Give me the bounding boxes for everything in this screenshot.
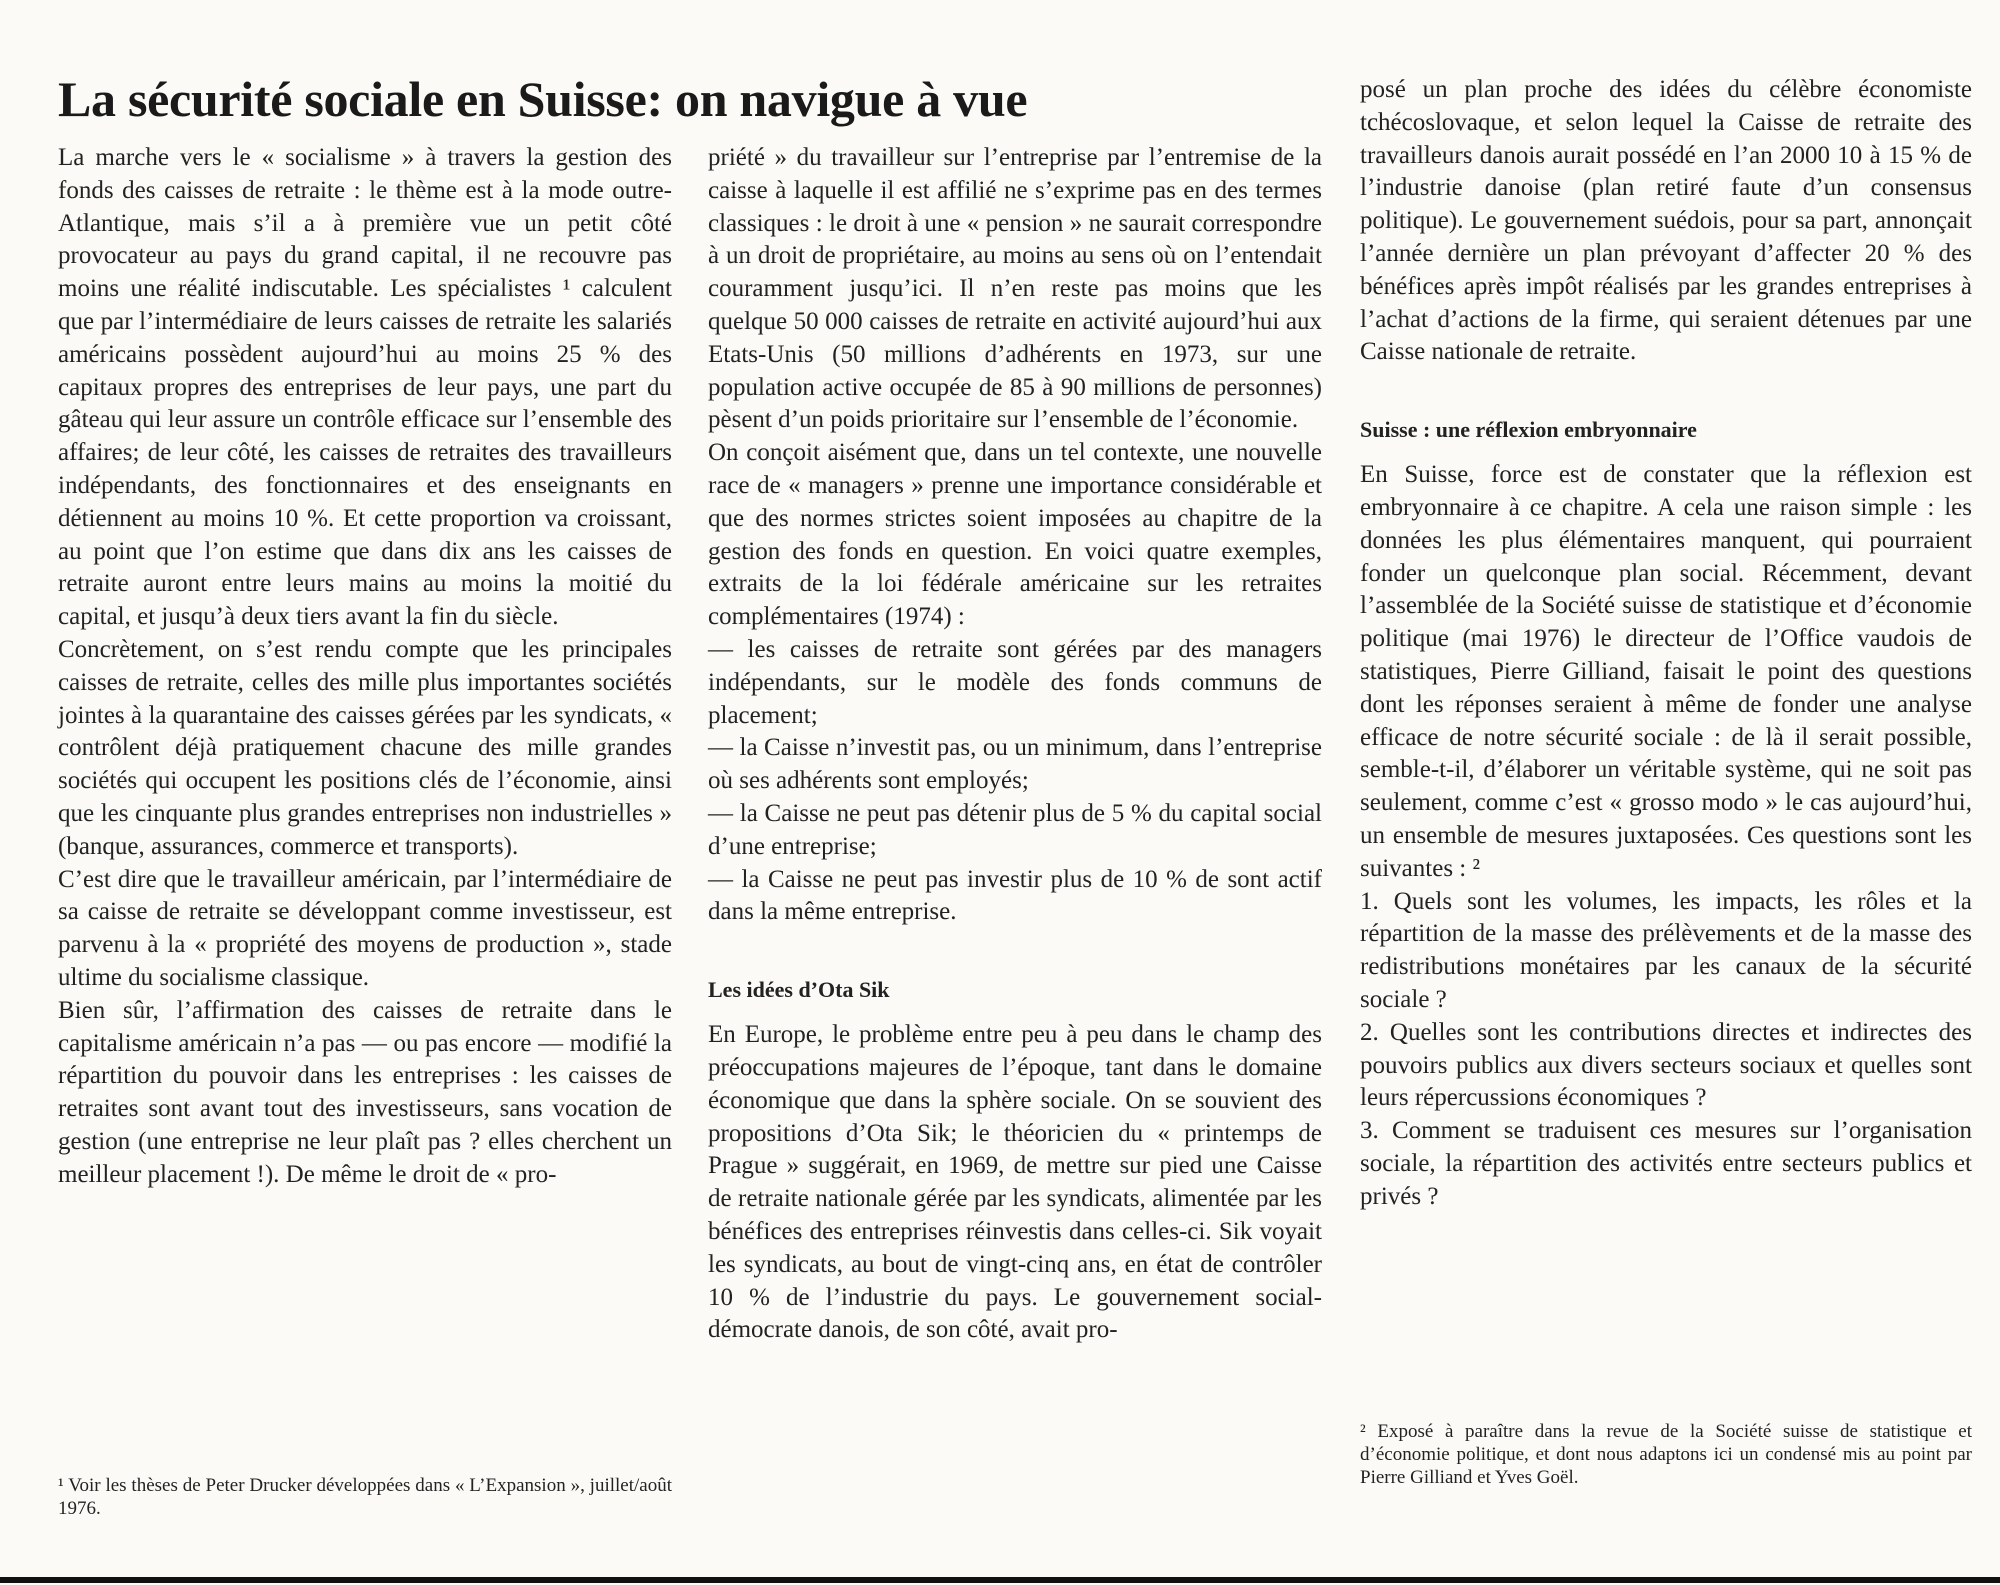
column-2: [708, 142, 1322, 1347]
list-item: — la Caisse ne peut pas détenir plus de 5 % du capital social d’une entreprise;: [708, 799, 1322, 860]
list-item: 1. Quels sont les volumes, les impacts, les rôles et la répartition de la masse des prélèvements et de la masse des redistributions monétaires par les canaux de la sécurité sociale ?: [1360, 887, 1972, 1013]
paragraph: priété » du travailleur sur l’entreprise par l’entremise de la caisse à laquelle il est affilié ne s’exprime pas en des termes classiques : le droit à une « pension » ne saurait correspondre à un droit de propriétaire, au moins au sens où on l’entendait couramment jusqu’ici. Il n’en reste pas moins que les quelque 50 000 caisses de retraite en activité aujourd’hui aux Etats-Unis (50 millions d’adhérents en 1973, sur une population active occupée de 85 à 90 millions de personnes) pèsent d’un poids prioritaire sur l’ensemble de l’économie.: [708, 144, 1322, 434]
list-item: 3. Comment se traduisent ces mesures sur l’organisation sociale, la répartition des activités entre secteurs publics et privés ?: [1360, 1117, 1972, 1210]
paragraph: La marche vers le « socialisme » à travers la gestion des fonds des caisses de retraite : le thème est à la mode outre-Atlantique, mais s’il a à première vue un petit côté provocateur au pays du grand capital, il ne recouvre pas moins une réalité indiscutable. Les spécialistes ¹ calculent que par l’intermédiaire de leurs caisses de retraite les salariés américains possèdent aujourd’hui au moins 25 % des capitaux propres des entreprises de leur pays, une part du gâteau qui leur assure un contrôle efficace sur l’ensemble des affaires; de leur côté, les caisses de retraites des travailleurs indépendants, des fonctionnaires et des enseignants en détiennent au moins 10 %. Et cette proportion va croissant, au point que l’on estime que dans dix ans les caisses de retraite auront entre leurs mains au moins la moitié du capital, et jusqu’à deux tiers avant la fin du siècle.: [58, 144, 672, 631]
list-item: — la Caisse n’investit pas, ou un minimum, dans l’entreprise où ses adhérents sont employés;: [708, 734, 1322, 795]
paragraph: posé un plan proche des idées du célèbre économiste tchécoslovaque, et selon lequel la Caisse de retraite des travailleurs danois aurait possédé en l’an 2000 10 à 15 % de l’industrie danoise (plan retiré faute d’un consensus politique). Le gouvernement suédois, pour sa part, annonçait l’année dernière un plan prévoyant d’affecter 20 % des bénéfices après impôt réalisés par les grandes entreprises à l’achat d’actions de la firme, qui seraient détenues par une Caisse nationale de retraite.: [1360, 76, 1972, 366]
list-item: 2. Quelles sont les contributions directes et indirectes des pouvoirs publics aux divers secteurs sociaux et quelles sont leurs répercussions économiques ?: [1360, 1018, 1972, 1112]
column-3: [1360, 74, 1972, 1214]
paragraph: Bien sûr, l’affirmation des caisses de retraite dans le capitalisme américain n’a pas — ou pas encore — modifié la répartition du pouvoir dans les entreprises : les caisses de retraites sont avant tout des investisseurs, sans vocation de gestion (une entreprise ne leur plaît pas ? elles cherchent un meilleur placement !). De même le droit de « pro-: [58, 996, 672, 1188]
page-bottom-rule: [0, 1577, 2000, 1583]
paragraph: En Suisse, force est de constater que la réflexion est embryonnaire à ce chapitre. A cela une raison simple : les données les plus élémentaires manquent, qui pourraient fonder un quelconque plan social. Récemment, devant l’assemblée de la Société suisse de statistique et d’économie politique (mai 1976) le directeur de l’Office vaudois de statistiques, Pierre Gilliand, faisait le point des questions dont les réponses seraient à même de fonder une analyse efficace de notre sécurité sociale : de là il serait possible, semble-t-il, d’élaborer un véritable système, qui ne soit pas seulement, comme c’est « grosso modo » le cas aujourd’hui, un ensemble de mesures juxtaposées. Ces questions sont les suivantes : ²: [1360, 461, 1972, 882]
list-item: — la Caisse ne peut pas investir plus de 10 % de sont actif dans la même entreprise.: [708, 865, 1322, 926]
footnote-2: ² Exposé à paraître dans la revue de la Société suisse de statistique et d’économie politique, et dont nous adaptons ici un condensé mis au point par Pierre Gilliand et Yves Goël.: [1360, 1421, 1972, 1488]
column-1: [58, 142, 672, 1192]
paragraph: Concrètement, on s’est rendu compte que les principales caisses de retraite, celles des mille plus importantes sociétés jointes à la quarantaine des caisses gérées par les syndicats, « contrôlent déjà pratiquement chacune des mille grandes sociétés qui occupent les positions clés de l’économie, ainsi que les cinquante plus grandes entreprises non industrielles » (banque, assurances, commerce et transports).: [58, 635, 672, 860]
paragraph: On conçoit aisément que, dans un tel contexte, une nouvelle race de « managers » prenne une importance considérable et que des normes strictes soient imposées au chapitre de la gestion des fonds en question. En voici quatre exemples, extraits de la loi fédérale américaine sur les retraites complémentaires (1974) :: [708, 439, 1322, 631]
section-heading-ota-sik: Les idées d’Ota Sik: [708, 977, 890, 1003]
footnote-1: ¹ Voir les thèses de Peter Drucker développées dans « L’Expansion », juillet/août 1976.: [58, 1475, 672, 1519]
list-item: — les caisses de retraite sont gérées par des managers indépendants, sur le modèle des fonds communs de placement;: [708, 635, 1322, 729]
article-title: La sécurité sociale en Suisse: on navigue à vue: [58, 71, 1028, 127]
paragraph: C’est dire que le travailleur américain, par l’intermédiaire de sa caisse de retraite se développant comme investisseur, est parvenu à la « propriété des moyens de production », stade ultime du socialisme classique.: [58, 865, 672, 991]
paragraph: En Europe, le problème entre peu à peu dans le champ des préoccupations majeures de l’époque, tant dans le domaine économique que dans la sphère sociale. On se souvient des propositions d’Ota Sik; le théoricien du « printemps de Prague » suggérait, en 1969, de mettre sur pied une Caisse de retraite nationale gérée par les syndicats, alimentée par les bénéfices des entreprises réinvestis dans celles-ci. Sik voyait les syndicats, au bout de vingt-cinq ans, en état de contrôler 10 % de l’industrie du pays. Le gouvernement social-démocrate danois, de son côté, avait pro-: [708, 1021, 1322, 1344]
section-heading-suisse: Suisse : une réflexion embryonnaire: [1360, 417, 1697, 443]
